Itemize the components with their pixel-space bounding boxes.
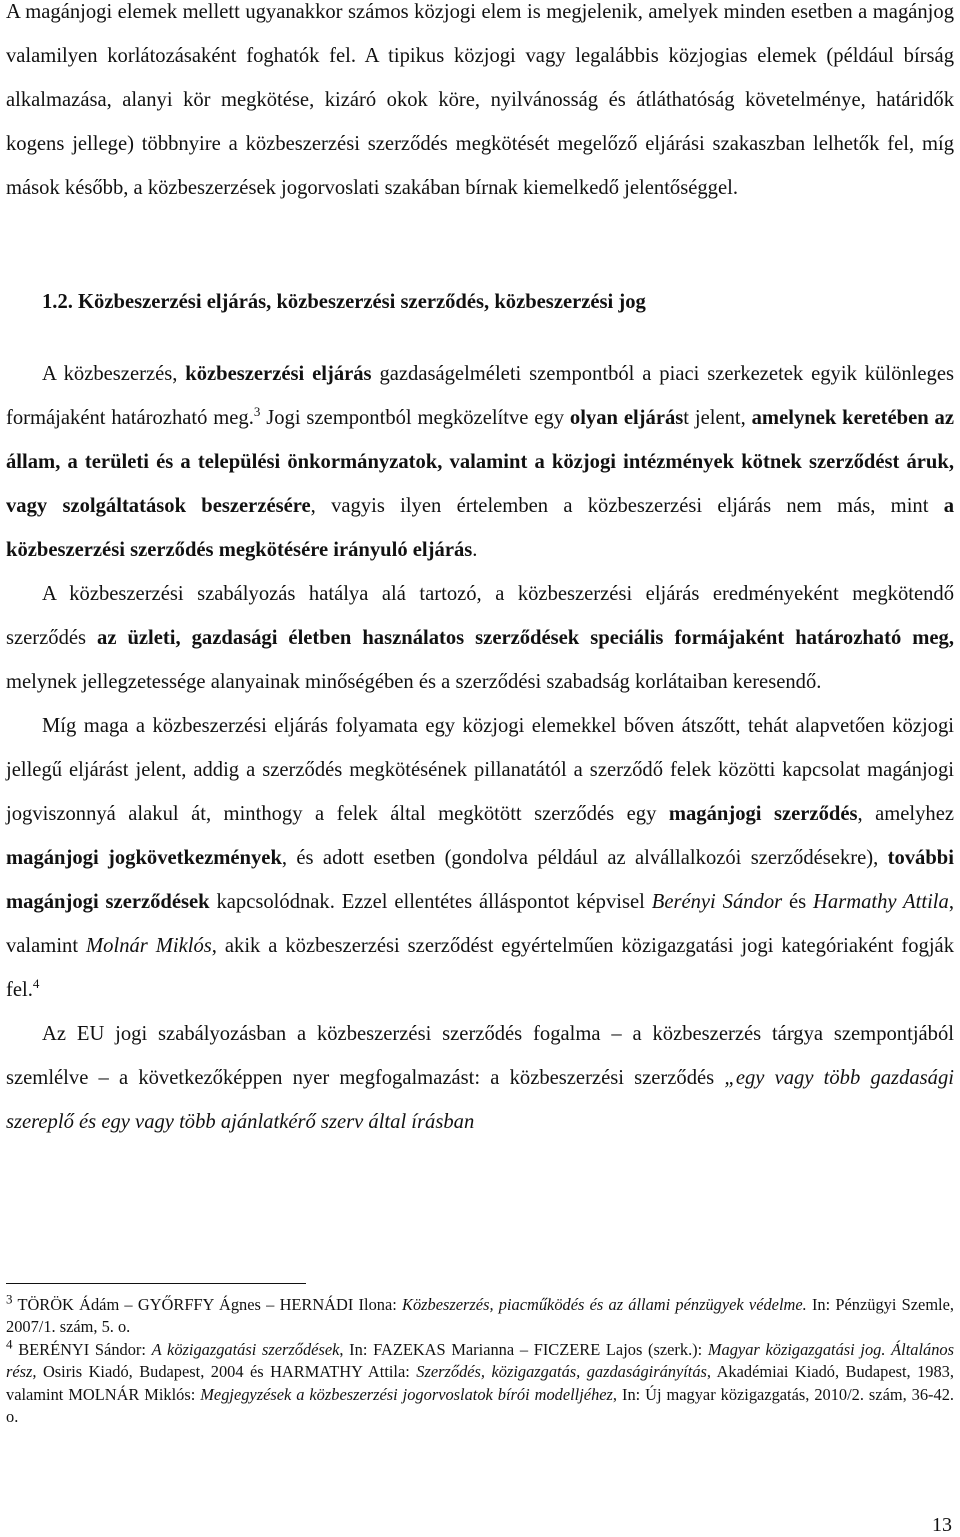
paragraph-intro: A magánjogi elemek mellett ugyanakkor számos közjogi elem is megjelenik, amelyek minden esetben a magánjog valamilyen korlátozásaként foghatók fel. A tipikus közjogi vagy legalábbis közjogias elemek (például bírság alkalmazása, alanyi kör megkötése, kizáró okok köre, nyilvánosság és átláthatóság követelménye, határidők kogens jellege) többnyire a közbeszerzési szerződés megkötését megelőző eljárási szakaszban lelhetők fel, míg mások később, a közbeszerzések jogorvoslati szakában bírnak kiemelkedő jelentőséggel. [6, 1, 954, 199]
footnote-separator [6, 1283, 306, 1284]
section-heading: 1.2. Közbeszerzési eljárás, közbeszerzési szerződés, közbeszerzési jog [42, 291, 646, 313]
body-text [6, 352, 954, 1144]
paragraph-1: A közbeszerzés, közbeszerzési eljárás gazdaságelméleti szempontból a piaci szerkezetek egyik különleges formájaként határozható meg.$^3$ Jogi szempontból megközelítve egy olyan eljárást jelent, amelynek keretében az állam, a területi és a települési önkormányzatok, valamint a közjogi intézmények kötnek szerződést áruk, vagy szolgáltatások beszerzésére, vagyis ilyen értelemben a közbeszerzési eljárás nem más, mint a közbeszerzési szerződés megkötésére irányuló eljárás. [6, 363, 955, 561]
footnote-3: $^3$ TÖRÖK Ádám – GYŐRFFY Ágnes – HERNÁDI Ilona: Közbeszerzés, piacműködés és az állami pénzügyek védelme. In: Pénzügyi Szemle, 2007/1. szám, 5. o. [6, 1291, 954, 1337]
footnote-4: $^4$ BERÉNYI Sándor: A közigazgatási szerződések, In: FAZEKAS Marianna – FICZERE Lajos (szerk.): Magyar közigazgatási jog. Általános rész, Osiris Kiadó, Budapest, 2004 és HARMATHY Attila: Szerződés, közigazgatás, gazdaságirányítás, Akadémiai Kiadó, Budapest, 1983, valamint MOLNÁR Miklós: Megjegyzések a közbeszerzési jogorvoslatok bírói modelljéhez, In: Új magyar közigazgatás, 2010/2. szám, 36-42. o. [6, 1336, 954, 1427]
footnotes [6, 1291, 954, 1428]
page-number: 13 [932, 1514, 952, 1536]
footnote-ref-3[interactable]: 3 [253, 404, 261, 420]
paragraph-2: A közbeszerzési szabályozás hatálya alá tartozó, a közbeszerzési eljárás eredményeként megkötendő szerződés az üzleti, gazdasági életben használatos szerződések speciális formájaként határozható meg, melynek jellegzetessége alanyainak minőségében és a szerződési szabadság korlátaiban keresendő. [6, 583, 954, 693]
paragraph-4: Az EU jogi szabályozásban a közbeszerzési szerződés fogalma – a közbeszerzés tárgya szempontjából szemlélve – a következőképpen nyer megfogalmazást: a közbeszerzési szerződés „egy vagy több gazdasági szereplő és egy vagy több ajánlatkérő szerv által írásban [6, 1023, 954, 1133]
footnote-ref-4[interactable]: 4 [32, 976, 40, 992]
paragraph-3: Míg maga a közbeszerzési eljárás folyamata egy közjogi elemekkel bőven átszőtt, tehát alapvetően közjogi jellegű eljárást jelent, addig a szerződés megkötésének pillanatától a szerződő felek közötti kapcsolat magánjogi jogviszonnyá alakul át, minthogy a felek által megkötött szerződés egy magánjogi szerződés, amelyhez magánjogi jogkövetkezmények, és adott esetben (gondolva például az alvállalkozói szerződésekre), további magánjogi szerződések kapcsolódnak. Ezzel ellentétes álláspontot képvisel Berényi Sándor és Harmathy Attila, valamint Molnár Miklós, akik a közbeszerzési szerződést egyértelműen közigazgatási jogi kategóriaként fogják fel.$^4$ [6, 715, 954, 1001]
